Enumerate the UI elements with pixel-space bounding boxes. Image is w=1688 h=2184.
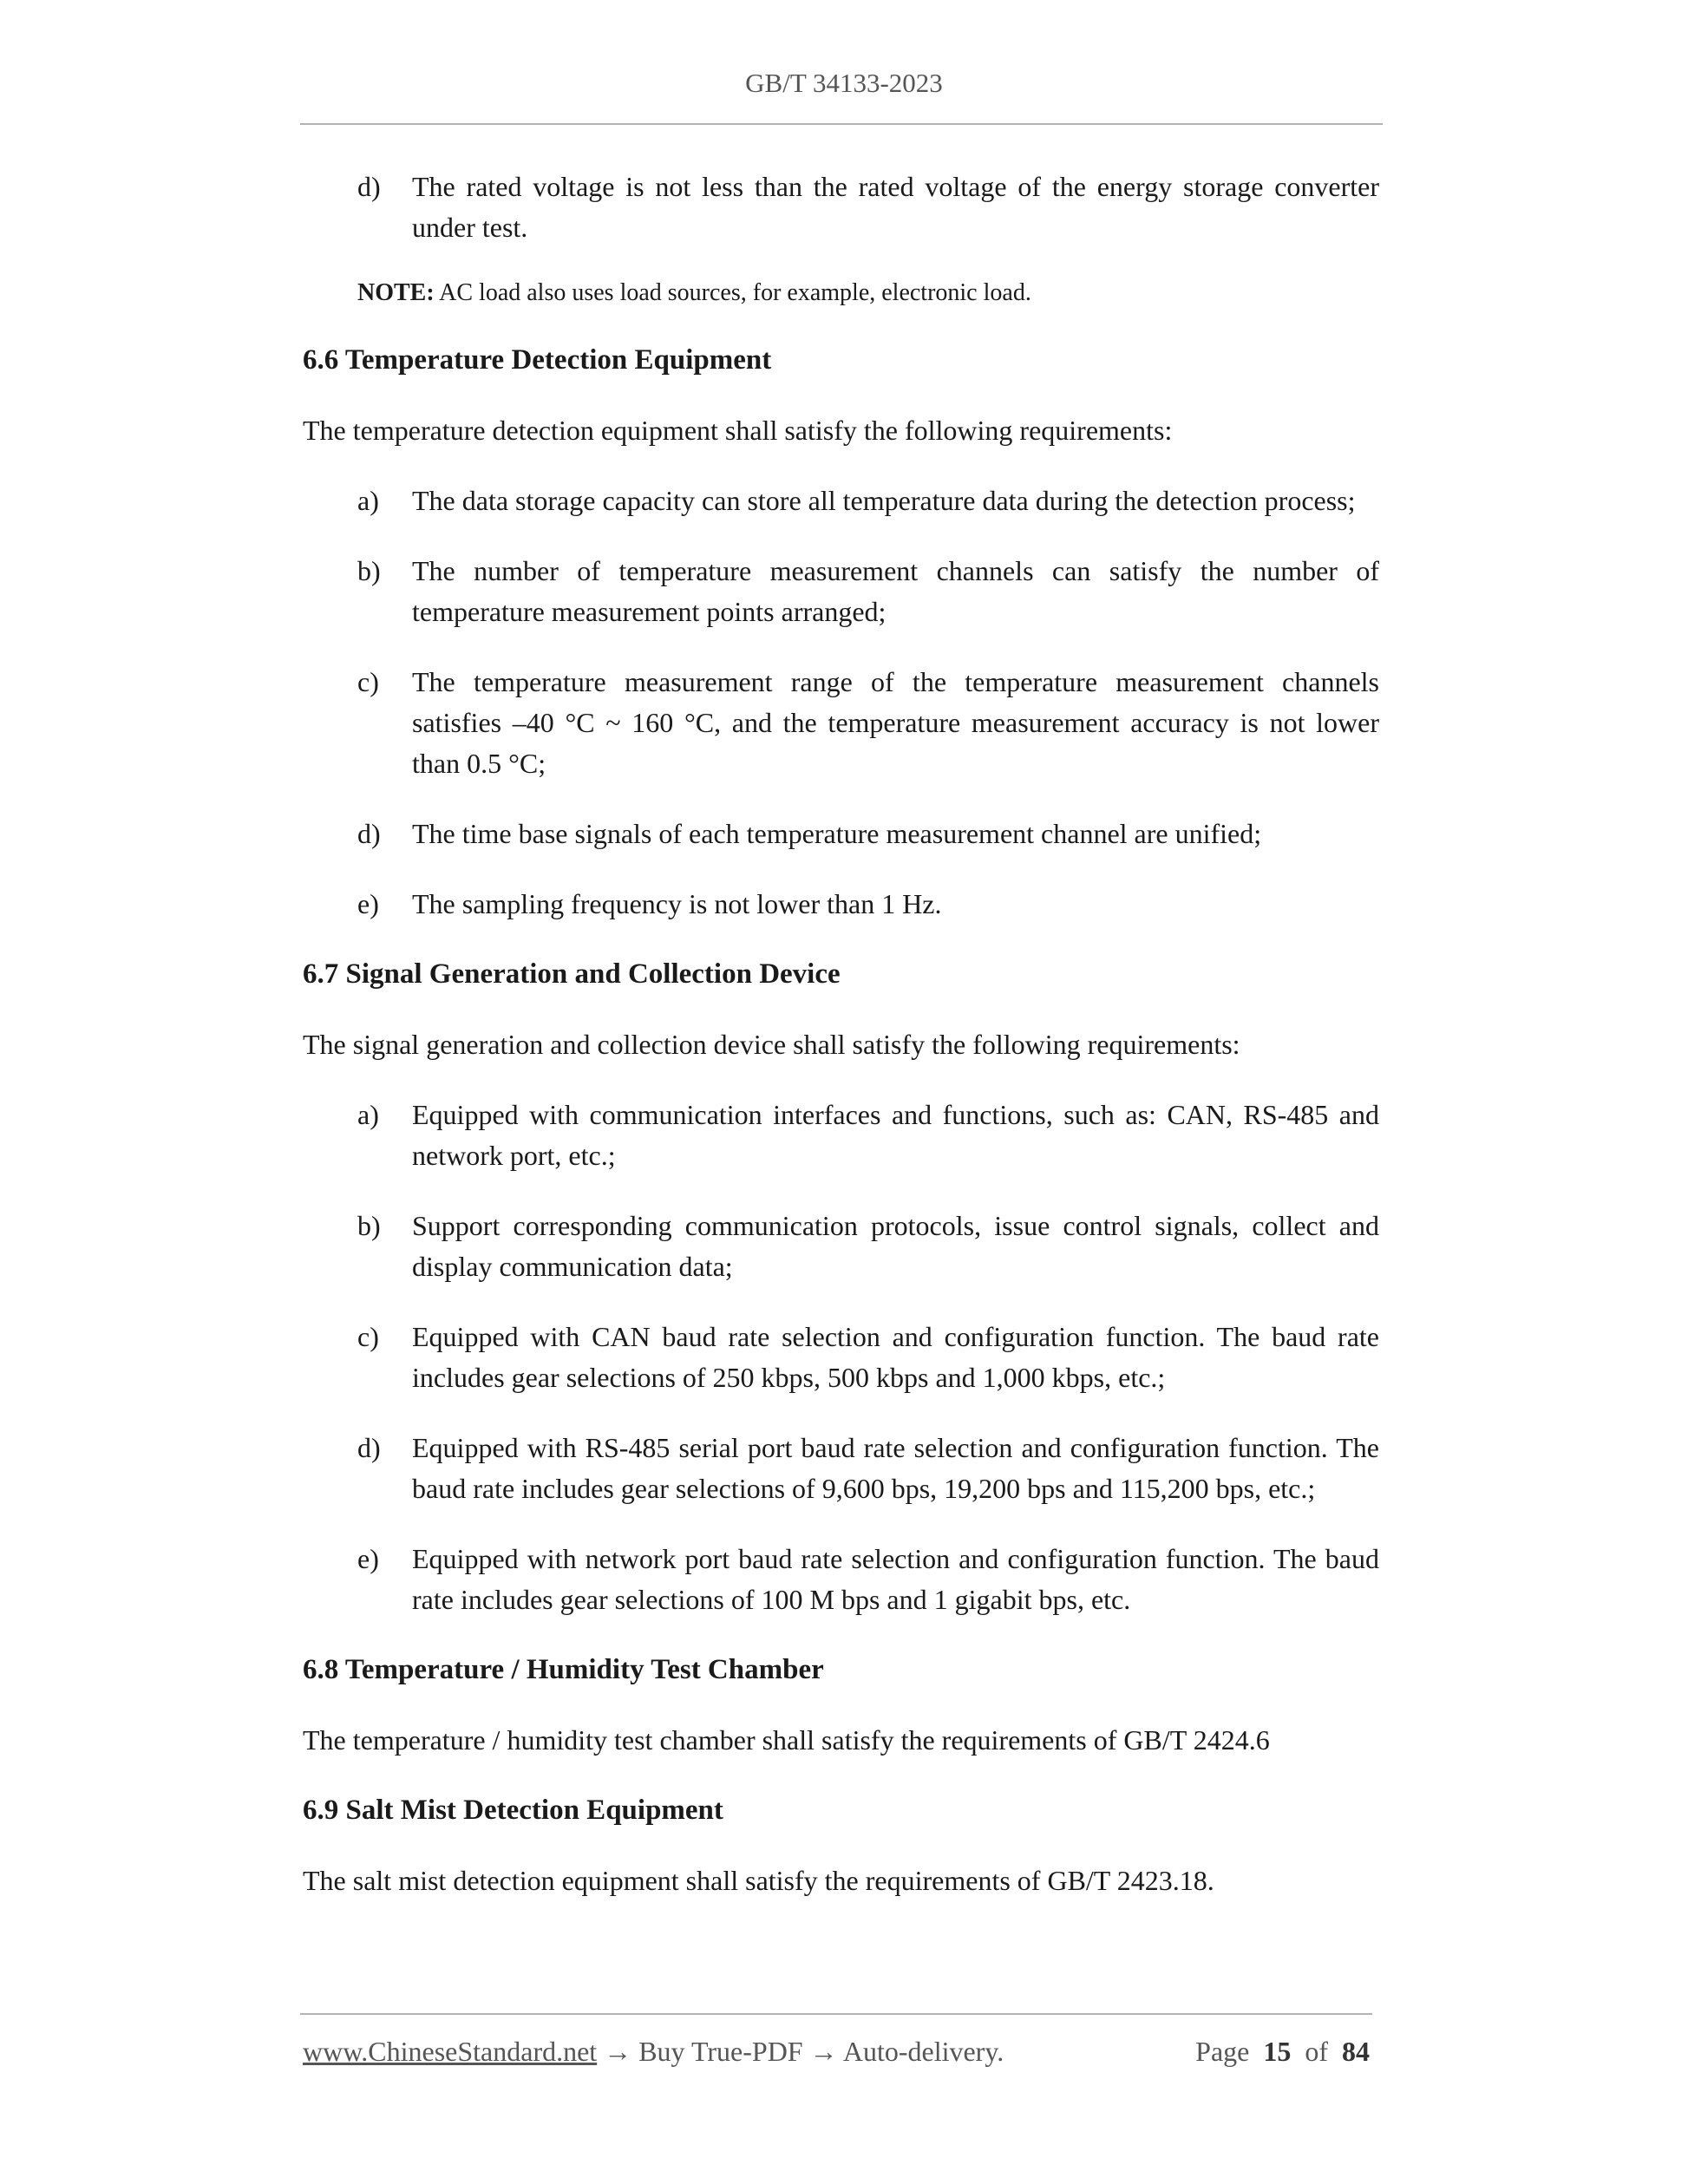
section-intro-6-7: The signal generation and collection device shall satisfy the following requirements: xyxy=(303,1029,1240,1060)
website-link[interactable]: www.ChineseStandard.net xyxy=(303,2036,598,2067)
list-item xyxy=(303,1095,1379,1176)
list-item-text: The sampling frequency is not lower than 1 Hz. xyxy=(412,888,942,919)
section-intro-6-6: The temperature detection equipment shall satisfy the following requirements: xyxy=(303,415,1173,446)
list-item-text: The data storage capacity can store all temperature data during the detection process; xyxy=(412,485,1356,516)
total-pages-number: 84 xyxy=(1342,2036,1370,2067)
list-item-text: The time base signals of each temperature measurement channel are unified; xyxy=(412,818,1262,849)
list-marker: a) xyxy=(357,1099,379,1130)
list-marker: e) xyxy=(357,888,379,919)
list-item xyxy=(303,662,1379,784)
footer-promo-text: → Buy True-PDF → Auto-delivery. xyxy=(597,2036,1004,2067)
list-item xyxy=(303,1206,1379,1287)
list-item xyxy=(303,1539,1379,1620)
note-text: AC load also uses load sources, for example, electronic load. xyxy=(434,279,1031,306)
list-marker: d) xyxy=(357,171,381,202)
list-item-text: Equipped with RS-485 serial port baud rate selection and configuration function. The baud rate includes gear selections of 9,600 bps, 19,200 bps and 115,200 bps, etc.; xyxy=(412,1432,1379,1504)
of-label: of xyxy=(1305,2036,1328,2067)
note-label: NOTE: xyxy=(357,279,435,306)
note xyxy=(303,276,1379,311)
list-item-text: The rated voltage is not less than the rated voltage of the energy storage converter under test. xyxy=(412,171,1379,243)
list-marker: d) xyxy=(357,1432,381,1463)
list-marker: c) xyxy=(357,1321,379,1352)
list-item xyxy=(303,884,1379,925)
list-item-text: The number of temperature measurement channels can satisfy the number of temperature measurement points arranged; xyxy=(412,555,1379,627)
list-item-text: Support corresponding communication protocols, issue control signals, collect and display communication data; xyxy=(412,1210,1379,1282)
list-marker: e) xyxy=(357,1543,379,1574)
list-item-text: The temperature measurement range of the temperature measurement channels satisfies –40 °C ~ 160 °C, and the temperature measurement accuracy is not lower than 0.5 °C; xyxy=(412,666,1379,779)
list-item xyxy=(303,1428,1379,1509)
section-heading-6-9: 6.9 Salt Mist Detection Equipment xyxy=(303,1795,723,1826)
section-text-6-9: The salt mist detection equipment shall satisfy the requirements of GB/T 2423.18. xyxy=(303,1865,1214,1896)
page-content xyxy=(303,167,1379,1931)
list-item xyxy=(303,481,1379,521)
current-page-number: 15 xyxy=(1263,2036,1292,2067)
list-item-text: Equipped with CAN baud rate selection and configuration function. The baud rate includes gear selections of 250 kbps, 500 kbps and 1,000 kbps, etc.; xyxy=(412,1321,1379,1393)
footer-divider xyxy=(300,2013,1372,2015)
page-label: Page xyxy=(1195,2036,1250,2067)
section-text-6-8: The temperature / humidity test chamber shall satisfy the requirements of GB/T 2424.6 xyxy=(303,1724,1270,1756)
header-divider xyxy=(300,123,1383,125)
section-heading-6-8: 6.8 Temperature / Humidity Test Chamber xyxy=(303,1654,824,1685)
list-item xyxy=(303,551,1379,632)
list-marker: b) xyxy=(357,555,381,586)
document-code-header: GB/T 34133-2023 xyxy=(745,68,943,98)
section-heading-6-6: 6.6 Temperature Detection Equipment xyxy=(303,344,772,376)
list-item xyxy=(303,167,1379,248)
page-indicator xyxy=(1195,2036,1370,2068)
list-item xyxy=(303,814,1379,854)
section-heading-6-7: 6.7 Signal Generation and Collection Device xyxy=(303,958,841,990)
list-marker: a) xyxy=(357,485,379,516)
footer-promo xyxy=(303,2036,1004,2068)
page-footer xyxy=(303,2036,1370,2068)
list-item-text: Equipped with network port baud rate selection and configuration function. The baud rate includes gear selections of 100 M bps and 1 gigabit bps, etc. xyxy=(412,1543,1379,1615)
list-marker: b) xyxy=(357,1210,381,1241)
list-item xyxy=(303,1317,1379,1398)
list-item-text: Equipped with communication interfaces and functions, such as: CAN, RS-485 and network port, etc.; xyxy=(412,1099,1379,1171)
list-marker: c) xyxy=(357,666,379,697)
list-marker: d) xyxy=(357,818,381,849)
